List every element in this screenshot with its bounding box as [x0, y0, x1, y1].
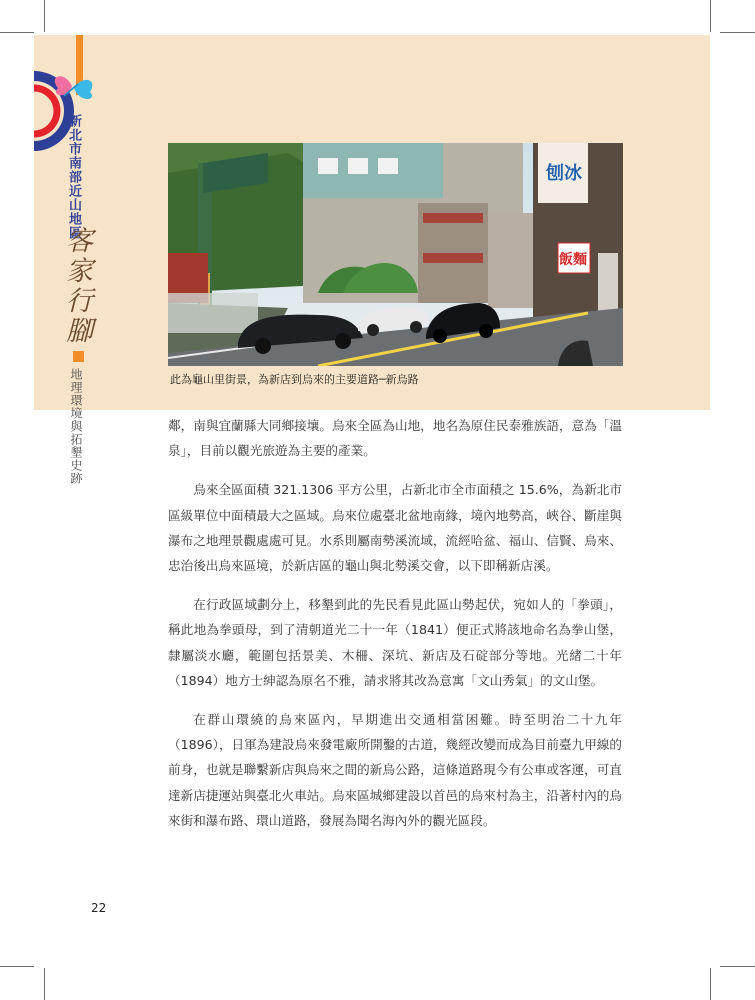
- article-body: [168, 413, 622, 847]
- crop-mark: [0, 966, 34, 967]
- crop-mark: [720, 966, 755, 967]
- crop-mark: [0, 32, 34, 33]
- calligraphy-title: 客家行腳: [61, 226, 92, 346]
- street-scene-image: [168, 143, 623, 366]
- noodle-shop-sign: 飯麵: [559, 252, 587, 268]
- shaved-ice-sign: 刨冰: [546, 163, 582, 184]
- paragraph: 烏來全區面積 321.1306 平方公里，占新北市全市面積之 15.6%，為新北市區級單位中面積最大之區域。烏來位處臺北盆地南緣，境內地勢高，峽谷、斷崖與瀑布之地理景觀處處可見。水系則屬南勢溪流域，流經哈盆、福山、信賢、烏來、忠治後出烏來區境，於新店區的龜山與北勢溪交會，以下即稱新店溪。: [168, 482, 622, 574]
- paragraph: 在群山環繞的烏來區內，早期進出交通相當困難。時至明治二十九年（1896），日軍為建設烏來發電廠所開鑿的古道，幾經改變而成為目前臺九甲線的前身，也就是聯繫新店與烏來之間的新烏公路，這條道路現今有公車或客運，可直達新店捷運站與臺北火車站。烏來區城鄉建設以首邑的烏來村為主，沿著村內的烏來街和瀑布路、環山道路，發展為聞名海內外的觀光區段。: [168, 712, 622, 828]
- paragraph: 在行政區域劃分上，移墾到此的先民看見此區山勢起伏，宛如人的「拳頭」，稱此地為拳頭母，到了清朝道光二十一年（1841）便正式將該地命名為拳山堡，隸屬淡水廳，範圍包括景美、木柵、深坑、新店及石碇部分等地。光緒二十年（1894）地方士紳認為原名不雅，請求將其改為意寓「文山秀氣」的文山堡。: [168, 597, 622, 688]
- crop-mark: [710, 0, 711, 32]
- crop-mark: [710, 968, 711, 1000]
- paragraph: 鄰，南與宜蘭縣大同鄉接壤。烏來全區為山地，地名為原住民泰雅族語，意為「溫泉」，目前以觀光旅遊為主要的產業。: [168, 418, 622, 459]
- bullet-square: [73, 351, 84, 362]
- crop-mark: [44, 968, 45, 1000]
- chapter-subtitle: 地理環境與拓墾史跡: [69, 368, 83, 485]
- photo-caption: 此為龜山里街景，為新店到烏來的主要道路─新烏路: [170, 373, 419, 386]
- street-photo: [168, 143, 623, 366]
- crop-mark: [720, 32, 755, 33]
- section-title: 新北市南部近山地區: [66, 114, 81, 240]
- crop-mark: [44, 0, 45, 32]
- page-number: 22: [91, 901, 107, 915]
